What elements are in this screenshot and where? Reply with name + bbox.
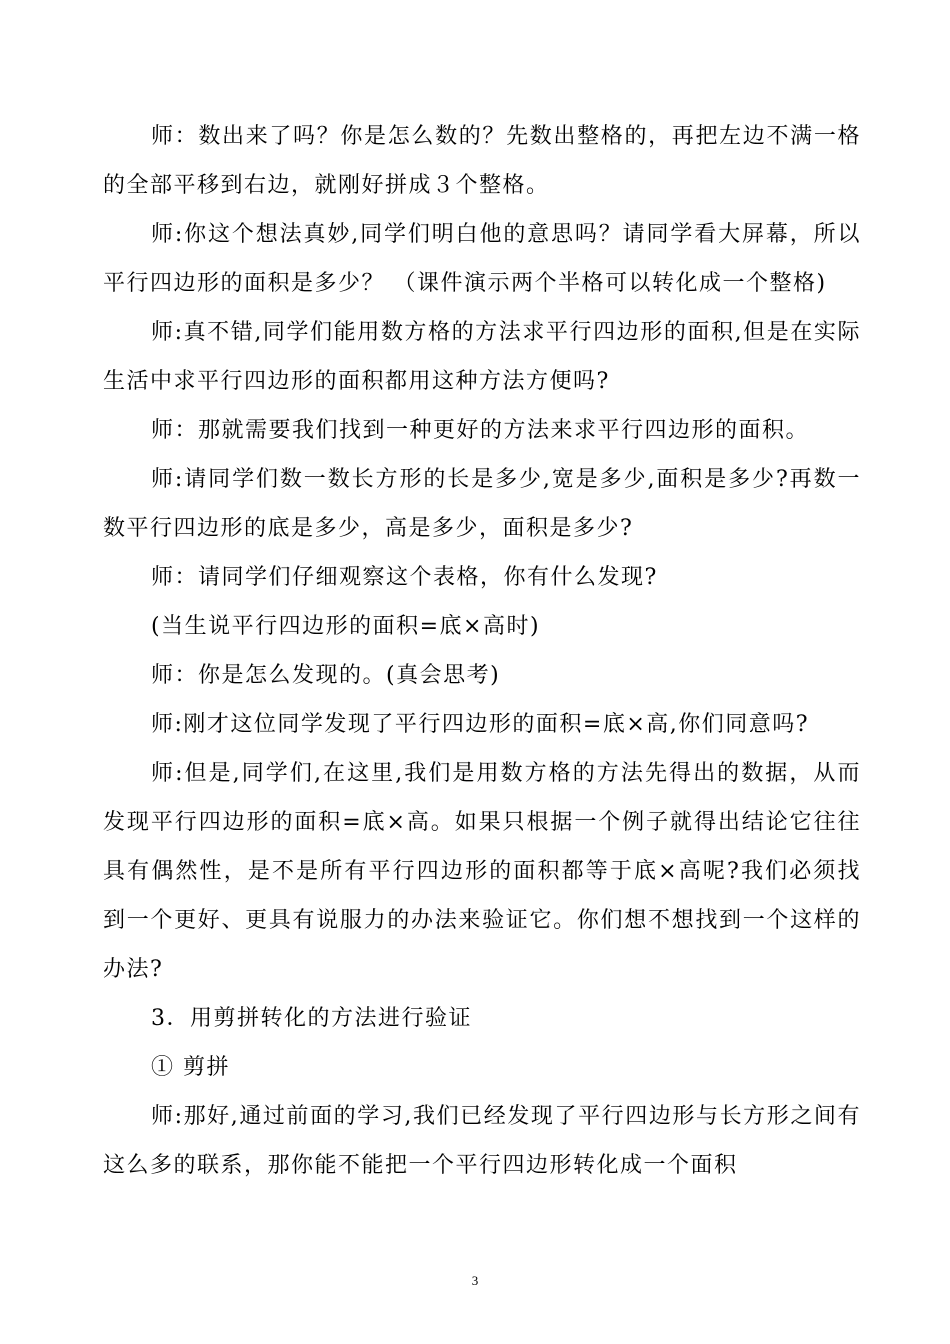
paragraph-10: 师:但是,同学们,在这里,我们是用数方格的方法先得出的数据，从而发现平行四边形的面积=底×高。如果只根据一个例子就得出结论它往往具有偶然性，是不是所有平行四边形的面积都等于底×高呢?我们必须找到一个更好、更具有说服力的办法来验证它。你们想不想找到一个这样的办法? (103, 761, 861, 982)
page-number: 3 (471, 1273, 479, 1288)
sub-heading: ① 剪拼 (151, 1055, 230, 1080)
paragraph-5: 师:请同学们数一数长方形的长是多少,宽是多少,面积是多少?再数一数平行四边形的底是多少，高是多少，面积是多少? (103, 467, 861, 541)
paragraph-1: 师：数出来了吗？你是怎么数的？先数出整格的，再把左边不满一格的全部平移到右边，就刚好拼成３个整格。 (103, 124, 861, 198)
paragraph-13: 师:那好,通过前面的学习,我们已经发现了平行四边形与长方形之间有这么多的联系，那你能不能把一个平行四边形转化成一个面积 (103, 1104, 861, 1178)
paragraph-3: 师:真不错,同学们能用数方格的方法求平行四边形的面积,但是在实际生活中求平行四边形的面积都用这种方法方便吗? (103, 320, 861, 394)
paragraph-9: 师:刚才这位同学发现了平行四边形的面积=底×高,你们同意吗? (151, 712, 810, 737)
paragraph-8: 师：你是怎么发现的。(真会思考) (151, 663, 501, 688)
document-body (103, 112, 861, 1190)
paragraph-7: (当生说平行四边形的面积=底×高时) (151, 614, 541, 639)
paragraph-6: 师：请同学们仔细观察这个表格，你有什么发现? (151, 565, 658, 590)
paragraph-4: 师：那就需要我们找到一种更好的方法来求平行四边形的面积。 (151, 418, 810, 443)
section-heading: 3．用剪拼转化的方法进行验证 (151, 1006, 472, 1031)
paragraph-2: 师:你这个想法真妙,同学们明白他的意思吗？请同学看大屏幕，所以平行四边形的面积是多少？ （课件演示两个半格可以转化成一个整格) (103, 222, 861, 296)
